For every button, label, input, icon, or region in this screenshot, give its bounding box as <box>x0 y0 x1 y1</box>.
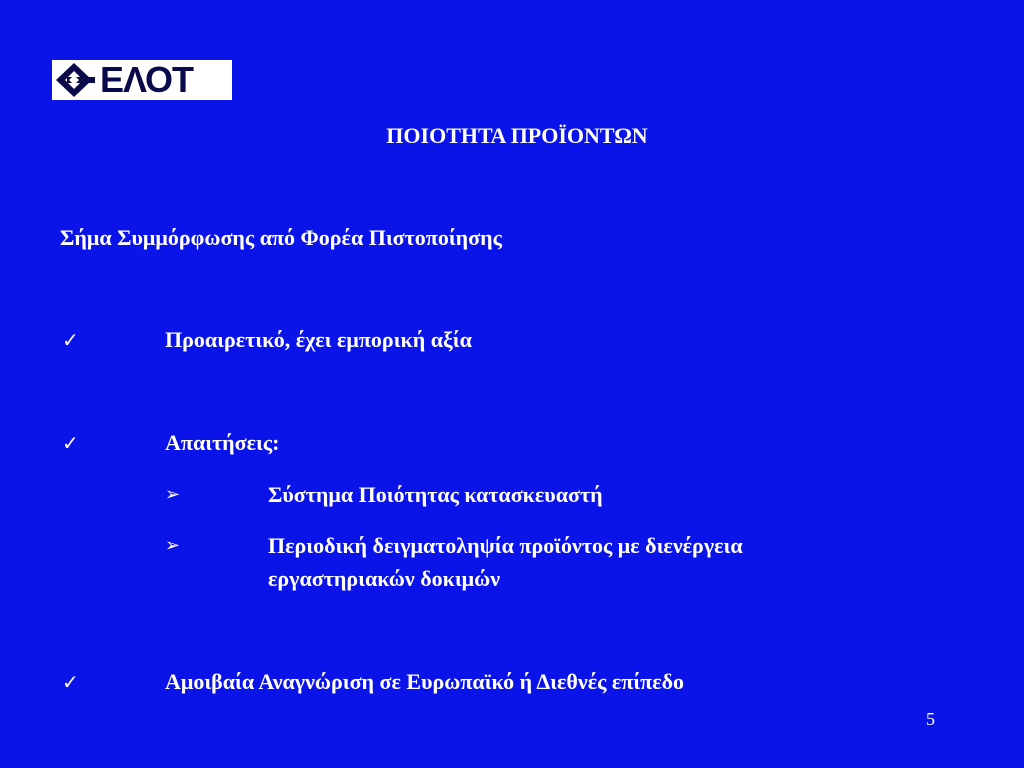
arrow-bullet-icon: ➢ <box>165 484 181 505</box>
elot-logo <box>52 60 232 100</box>
page-number: 5 <box>926 709 935 729</box>
bullet-text-optional: Προαιρετικό, έχει εμπορική αξία <box>165 327 472 352</box>
check-icon: ✓ <box>62 431 79 455</box>
elot-diamond-logo-icon <box>52 60 98 100</box>
subitem-quality-system: Σύστημα Ποιότητας κατασκευαστή <box>268 482 603 507</box>
slide-title: ΠΟΙΟΤΗΤΑ ΠΡΟΪΟΝΤΩΝ <box>386 123 648 148</box>
slide-subtitle: Σήμα Συμμόρφωσης από Φορέα Πιστοποίησης <box>60 225 502 250</box>
logo-text: ΕΛΟΤ <box>100 59 194 100</box>
subitem-sampling: Περιοδική δειγματοληψία προϊόντος με διενέργεια <box>268 533 743 558</box>
check-icon: ✓ <box>62 670 79 694</box>
check-icon: ✓ <box>62 328 79 352</box>
bullet-text-requirements: Απαιτήσεις: <box>165 430 280 455</box>
arrow-bullet-icon: ➢ <box>165 535 181 556</box>
subitem-sampling-cont: εργαστηριακών δοκιμών <box>268 566 501 591</box>
bullet-text-recognition: Αμοιβαία Αναγνώριση σε Ευρωπαϊκό ή Διεθνές επίπεδο <box>165 669 685 694</box>
